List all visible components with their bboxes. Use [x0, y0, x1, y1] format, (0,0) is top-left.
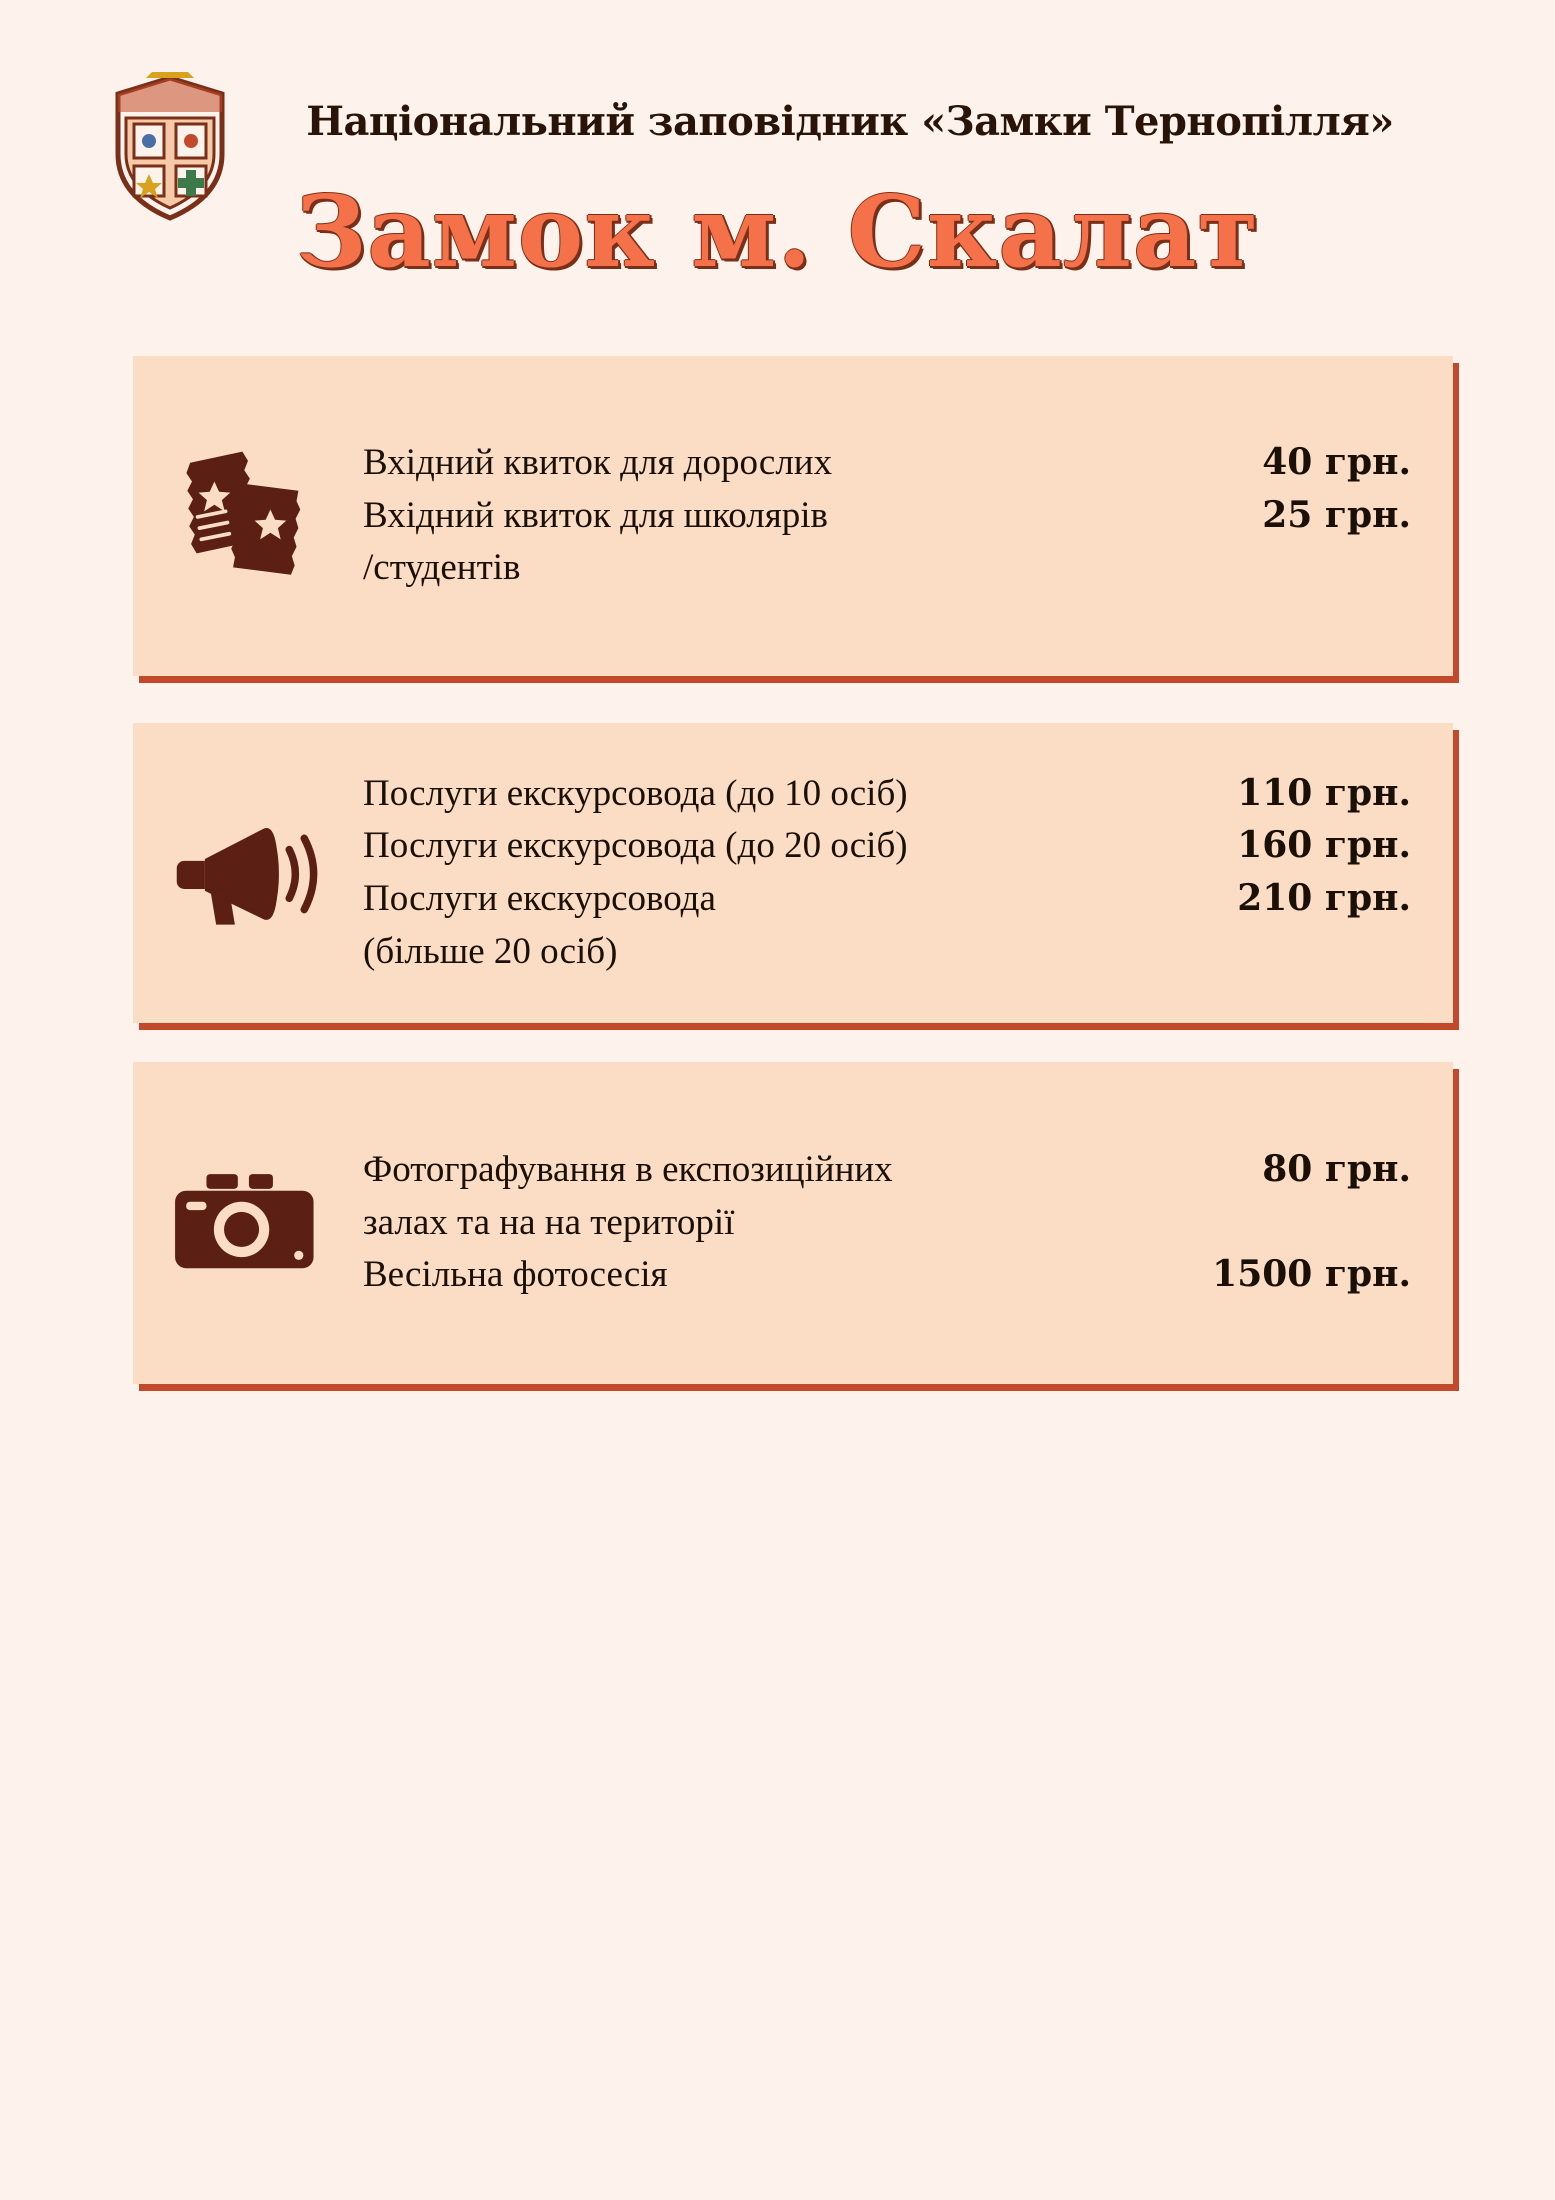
document-header [0, 0, 1555, 300]
price-label: Фотографування в експозиційних [363, 1149, 893, 1191]
price-value: 1500 грн. [1212, 1253, 1411, 1296]
camera-icon [133, 1163, 363, 1283]
price-card-tickets [133, 356, 1453, 676]
price-rows [363, 1144, 1453, 1302]
price-label-continuation: залах та на на території [363, 1201, 735, 1243]
organization-title: Національний заповідник «Замки Тернопілля» [306, 98, 1394, 145]
price-label: Вхідний квиток для школярів [363, 494, 828, 536]
price-value: 40 грн. [1262, 441, 1411, 484]
price-rows [363, 768, 1453, 978]
price-value: 25 грн. [1262, 493, 1411, 536]
price-label: Послуги екскурсовода (до 10 осіб) [363, 772, 908, 814]
page-title: Замок м. Скалат [295, 175, 1260, 290]
price-row [363, 490, 1411, 543]
price-value: 110 грн. [1237, 771, 1411, 814]
price-row-continuation [363, 1197, 1411, 1250]
price-row-continuation [363, 926, 1411, 979]
price-row [363, 437, 1411, 490]
megaphone-icon [133, 812, 363, 934]
price-value: 80 грн. [1262, 1148, 1411, 1191]
price-value: 210 грн. [1237, 877, 1411, 919]
price-row-continuation [363, 542, 1411, 595]
price-label: Вхідний квиток для дорослих [363, 442, 833, 484]
price-card-photo [133, 1062, 1453, 1384]
price-row [363, 873, 1411, 926]
price-row [363, 820, 1411, 873]
price-label: Послуги екскурсовода (до 20 осіб) [363, 825, 908, 867]
price-row [363, 768, 1411, 821]
price-rows [363, 437, 1453, 595]
price-label: Послуги екскурсовода [363, 878, 716, 919]
tickets-icon [133, 446, 363, 586]
price-label-continuation: /студентів [363, 547, 521, 589]
price-label: Весільна фотосесія [363, 1254, 668, 1296]
price-card-guide [133, 723, 1453, 1023]
price-value: 160 грн. [1237, 824, 1411, 867]
price-row [363, 1249, 1411, 1302]
price-label-continuation: (більше 20 осіб) [363, 930, 618, 972]
price-row [363, 1144, 1411, 1197]
